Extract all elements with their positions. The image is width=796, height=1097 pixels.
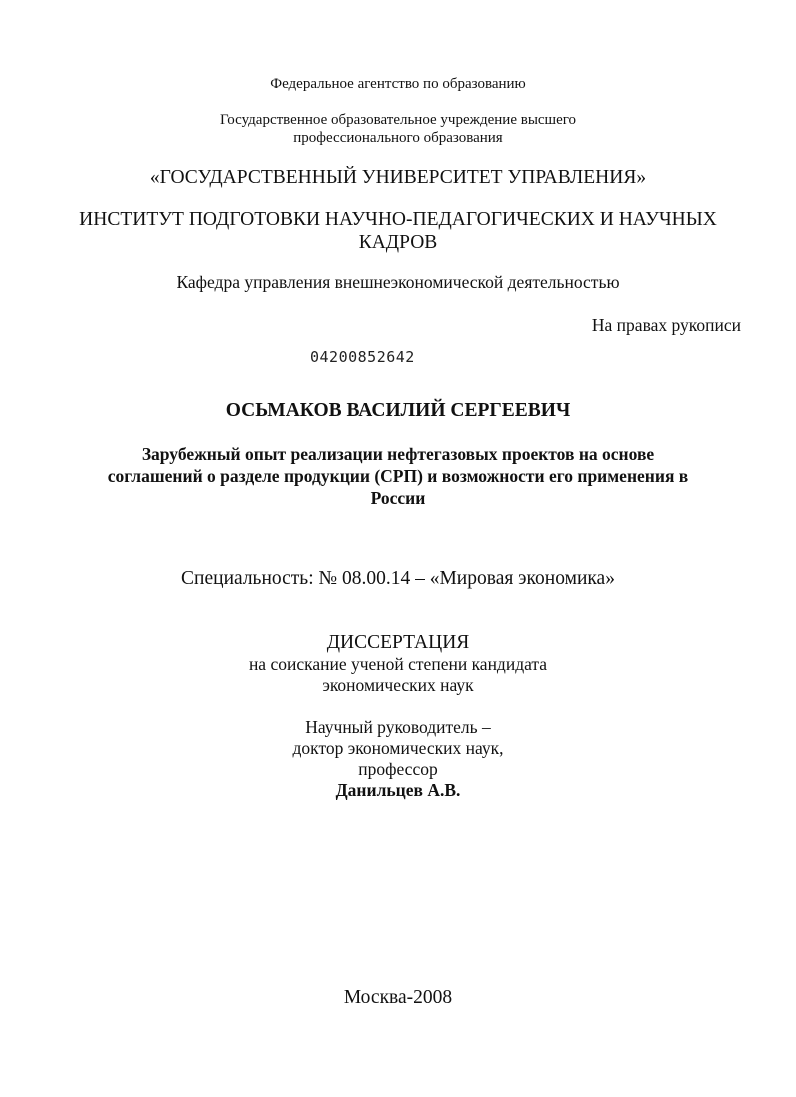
university-name: «ГОСУДАРСТВЕННЫЙ УНИВЕРСИТЕТ УПРАВЛЕНИЯ»	[149, 167, 647, 188]
title-line-3: России	[370, 488, 426, 508]
manuscript-note: На правах рукописи	[591, 315, 741, 335]
dissertation-degree-line-1: на соискание ученой степени кандидата	[248, 654, 548, 674]
supervisor-title-line-1: Научный руководитель –	[305, 717, 491, 737]
institution-line-1: Государственное образовательное учреждение высшего	[219, 112, 577, 128]
author-name: ОСЬМАКОВ ВАСИЛИЙ СЕРГЕЕВИЧ	[225, 400, 571, 421]
city-year: Москва-2008	[343, 987, 453, 1008]
institute-line-1: ИНСТИТУТ ПОДГОТОВКИ НАУЧНО-ПЕДАГОГИЧЕСКИХ И НАУЧНЫХ	[79, 209, 717, 230]
supervisor-title-line-2: доктор экономических наук,	[292, 738, 504, 758]
supervisor-name: Данильцев А.В.	[335, 780, 461, 800]
registration-number: 04200852642	[310, 348, 415, 366]
title-line-1: Зарубежный опыт реализации нефтегазовых проектов на основе	[141, 444, 655, 464]
supervisor-title-line-3: профессор	[358, 759, 438, 779]
institution-line-2: профессионального образования	[293, 130, 503, 146]
dissertation-heading: ДИССЕРТАЦИЯ	[326, 632, 470, 653]
department-name: Кафедра управления внешнеэкономической деятельностью	[176, 272, 620, 292]
institute-line-2: КАДРОВ	[358, 232, 438, 253]
dissertation-degree-line-2: экономических наук	[322, 675, 474, 695]
specialty: Специальность: № 08.00.14 – «Мировая экономика»	[181, 568, 615, 589]
agency-name: Федеральное агентство по образованию	[270, 76, 526, 92]
title-line-2: соглашений о разделе продукции (СРП) и возможности его применения в	[107, 466, 689, 486]
